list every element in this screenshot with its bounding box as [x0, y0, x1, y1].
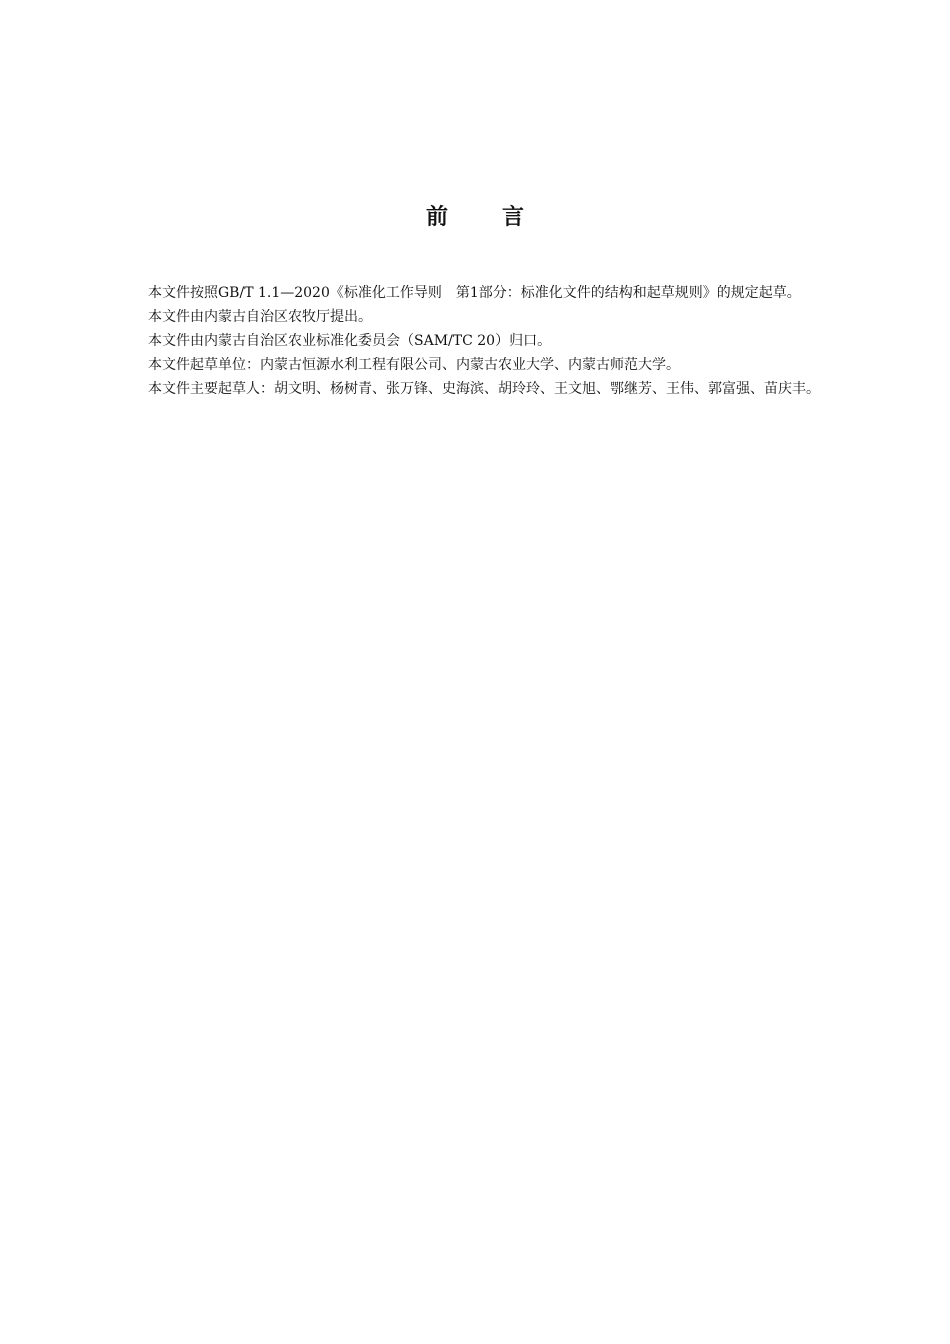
paragraph-drafting-basis: 本文件按照GB/T 1.1—2020《标准化工作导则 第1部分：标准化文件的结构和起草规则》的规定起草。: [148, 285, 801, 301]
page-title: [0, 198, 950, 238]
title-char-2: 言: [502, 205, 525, 230]
paragraph-centralized-unit: 本文件由内蒙古自治区农业标准化委员会（SAM/TC 20）归口。: [148, 333, 552, 349]
paragraph-proposer: 本文件由内蒙古自治区农牧厅提出。: [148, 309, 372, 325]
paragraph-drafters: 本文件主要起草人：胡文明、杨树青、张万锋、史海滨、胡玲玲、王文旭、鄂继芳、王伟、郭富强、苗庆丰。: [148, 381, 820, 397]
foreword-body: [115, 281, 860, 401]
paragraph-drafting-units: 本文件起草单位：内蒙古恒源水利工程有限公司、内蒙古农业大学、内蒙古师范大学。: [148, 357, 680, 373]
title-char-1: 前: [425, 205, 448, 230]
